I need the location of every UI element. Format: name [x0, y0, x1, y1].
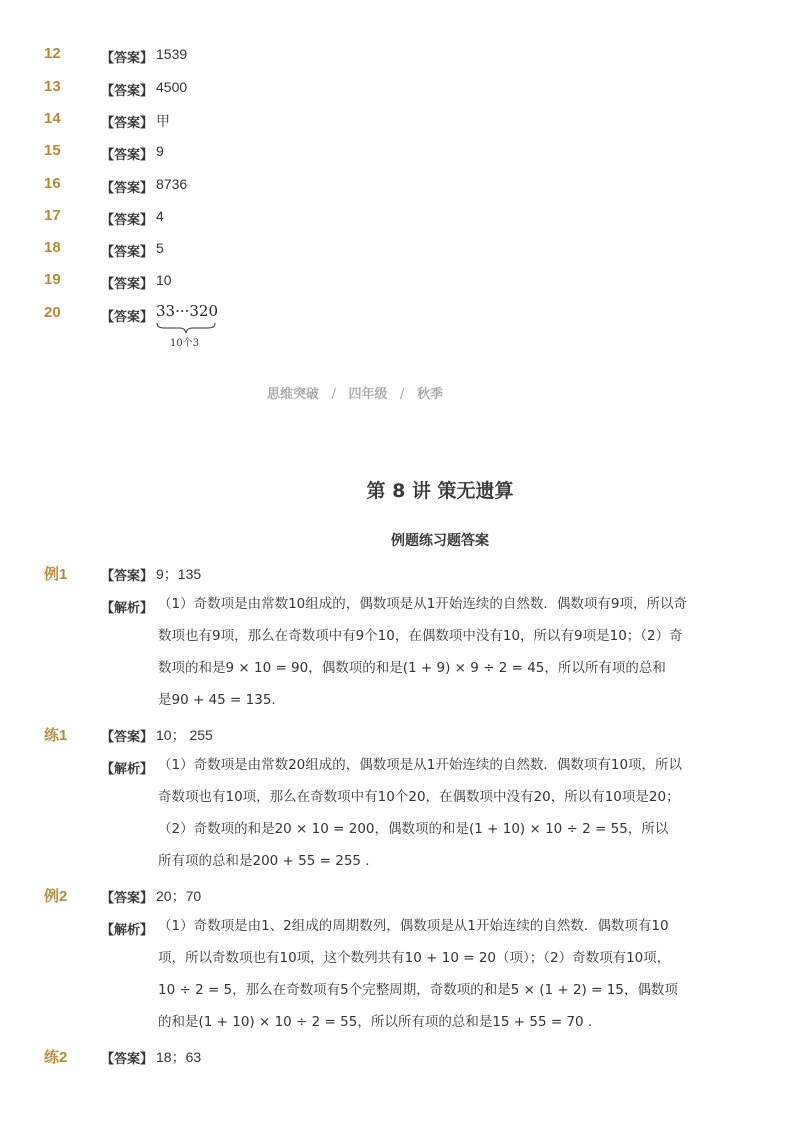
analysis-line: 项，所以奇数项也有10项，这个数列共有10 + 10 = 20（项）；（2）奇数项有10项，: [158, 950, 671, 966]
item-label: 例1: [44, 566, 68, 583]
analysis-line: 10 ÷ 2 = 5，那么在奇数项有5个完整周期，奇数项的和是5 × (1 + 2) = 15，偶数项: [158, 982, 678, 998]
question-number: 18: [44, 239, 61, 256]
answer-tag: 【答案】: [101, 213, 154, 228]
underbrace-icon: [156, 321, 216, 335]
analysis-line: 奇数项也有10项，那么在奇数项中有10个20，在偶数项中没有20，所以有10项是20；: [158, 789, 680, 805]
question-number: 15: [44, 142, 61, 159]
footer-separator: /: [331, 387, 336, 402]
answer-tag: 【答案】: [101, 277, 154, 292]
question-number: 20: [44, 304, 61, 321]
lecture-title: 第 8 讲 策无遗算: [366, 480, 514, 502]
question-number: 17: [44, 207, 61, 224]
answer-tag: 【答案】: [101, 181, 154, 196]
item-label: 练2: [44, 1049, 68, 1066]
answer-value: 18；63: [156, 1049, 202, 1065]
analysis-line: （1）奇数项是由常数20组成的，偶数项是从1开始连续的自然数．偶数项有10项，所以: [158, 757, 683, 773]
item-label: 例2: [44, 888, 68, 905]
answer-value: 4: [156, 208, 164, 224]
question-number: 13: [44, 78, 61, 95]
answer-tag: 【答案】: [101, 84, 154, 99]
analysis-line: 的和是(1 + 10) × 10 ÷ 2 = 55，所以所有项的总和是15 + 55 = 70 .: [158, 1014, 593, 1030]
answer-value: 10: [156, 272, 172, 288]
answer-value: 20；70: [156, 888, 202, 904]
analysis-line: （1）奇数项是由常数10组成的，偶数项是从1开始连续的自然数．偶数项有9项，所以奇: [158, 596, 687, 612]
analysis-line: 数项的和是9 × 10 = 90，偶数项的和是(1 + 9) × 9 ÷ 2 = 45，所以所有项的总和: [158, 660, 666, 676]
question-number: 16: [44, 175, 61, 192]
section-title: 例题练习题答案: [391, 533, 489, 549]
answer-tag: 【答案】: [101, 730, 154, 745]
answer-value: 甲: [156, 113, 170, 129]
question-number: 12: [44, 45, 61, 62]
answer-tag: 【答案】: [101, 148, 154, 163]
analysis-tag: 【解析】: [101, 923, 154, 938]
analysis-text: [158, 910, 718, 1038]
question-number: 19: [44, 271, 61, 288]
analysis-line: 是90 + 45 = 135.: [158, 692, 276, 708]
underbrace-label: 10个3: [170, 338, 200, 349]
answer-tag: 【答案】: [101, 569, 154, 584]
analysis-tag: 【解析】: [101, 601, 154, 616]
answer-value: 9: [156, 143, 164, 159]
analysis-text: [158, 588, 718, 716]
answer-value: 10； 255: [156, 727, 213, 743]
analysis-line: （2）奇数项的和是20 × 10 = 200，偶数项的和是(1 + 10) × 10 ÷ 2 = 55，所以: [158, 821, 669, 837]
question-number: 14: [44, 110, 61, 127]
answer-tag: 【答案】: [101, 891, 154, 906]
answer-value: 9；135: [156, 566, 202, 582]
underbrace-expression: [156, 302, 232, 350]
footer-separator: /: [400, 387, 405, 402]
footer-grade: 四年级: [348, 387, 388, 402]
answer-tag: 【答案】: [101, 1052, 154, 1067]
analysis-text: [158, 749, 718, 877]
answer-value: 8736: [156, 176, 188, 192]
analysis-line: 所有项的总和是200 + 55 = 255 .: [158, 853, 370, 869]
answer-value: 4500: [156, 79, 188, 95]
analysis-line: （1）奇数项是由1、2组成的周期数列，偶数项是从1开始连续的自然数．偶数项有10: [158, 918, 669, 934]
answer-tag: 【答案】: [101, 245, 154, 260]
item-label: 练1: [44, 727, 68, 744]
answer-value: 1539: [156, 46, 188, 62]
analysis-tag: 【解析】: [101, 762, 154, 777]
answer-tag: 【答案】: [101, 51, 154, 66]
answer-value: 33···320: [156, 302, 219, 320]
answer-value: 5: [156, 240, 164, 256]
page-footer: [0, 383, 710, 402]
analysis-line: 数项也有9项，那么在奇数项中有9个10，在偶数项中没有10，所以有9项是10；（2）奇: [158, 628, 683, 644]
footer-series: 思维突破: [267, 387, 320, 402]
answer-tag: 【答案】: [101, 116, 154, 131]
footer-season: 秋季: [416, 387, 443, 402]
answer-tag: 【答案】: [101, 310, 154, 325]
